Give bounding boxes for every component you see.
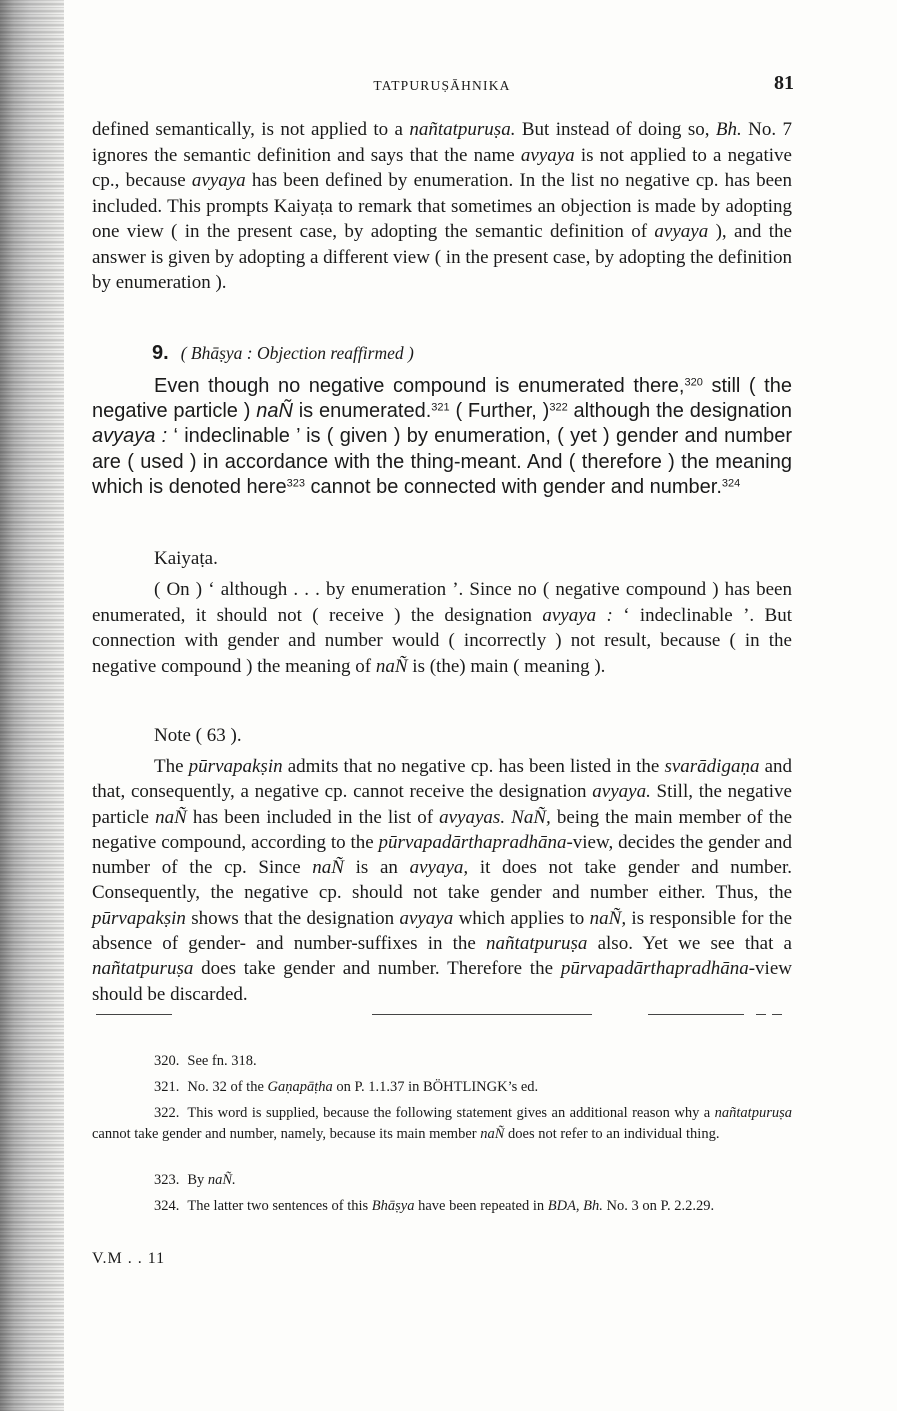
- signature-mark: V.M . . 11: [92, 1250, 166, 1267]
- footnote-323: 323. By naÑ.: [154, 1172, 236, 1188]
- footnote-rule: [756, 1014, 766, 1015]
- paragraph-continuation: defined semantically, is not applied to a nañtatpuruṣa. But instead of doing so, Bh. No. 7 ignores the semantic definition and says that the name avyaya is not applied to a negative cp., because avyaya has been defined by enumeration. In the list no negative cp. has been included. This prompts Kaiyaṭa to remark that sometimes an objection is made by adopting one view ( in the present case, by adopting the semantic definition of avyaya ), and the answer is given by adopting a different view ( in the present case, by adopting the definition by enumeration ).: [92, 119, 792, 293]
- page-number: 81: [774, 72, 794, 94]
- kaiyata-heading: Kaiyaṭa.: [154, 548, 218, 569]
- note-heading: Note ( 63 ).: [154, 725, 242, 746]
- footnote-rule: [648, 1014, 744, 1015]
- book-binding-edge: [0, 0, 64, 1411]
- footnote-rule: [96, 1014, 172, 1015]
- section-title: ( Bhāṣya : Objection reaffirmed ): [180, 343, 414, 363]
- footnote-rule: [372, 1014, 592, 1015]
- bhasya-translation: Even though no negative compound is enumerated there,$^{320}$ still ( the negative particle ) naÑ is enumerated.$^{321}$ ( Further, )$^{322}$ although the designation avyaya : ‘ indeclinable ’ is ( given ) by enumeration, ( yet ) gender and number are ( used ) in accordance with the thing-meant. And ( therefore ) the meaning which is denoted here$^{323}$ cannot be connected with gender and number.$^{324}$: [92, 375, 793, 498]
- page-header: [92, 72, 792, 98]
- kaiyata-paragraph: ( On ) ‘ although . . . by enumeration ’. Since no ( negative compound ) has been enumerated, it should not ( receive ) the designation avyaya : ‘ indeclinable ’. But connection with gender and number would ( incorrectly ) not result, because ( in the negative compound ) the meaning of naÑ is (the) main ( meaning ).: [92, 579, 792, 677]
- footnote-rule: [772, 1014, 782, 1015]
- footnote-322: 322. This word is supplied, because the following statement gives an additional reason why a nañtatpuruṣa cannot take gender and number, namely, because its main member naÑ does not refer to an individual thing.: [92, 1105, 792, 1142]
- footnote-320: 320. See fn. 318.: [154, 1053, 257, 1069]
- note-paragraph: The pūrvapakṣin admits that no negative cp. has been listed in the svarādigaṇa and that, consequently, a negative cp. cannot receive the designation avyaya. Still, the negative particle naÑ has been included in the list of avyayas. NaÑ, being the main member of the negative compound, according to the pūrvapadārthapradhāna-view, decides the gender and number of the cp. Since naÑ is an avyaya, it does not take gender and number. Consequently, the negative cp. should not take gender and number either. Thus, the pūrvapakṣin shows that the designation avyaya which applies to naÑ, is responsible for the absence of gender- and number-suffixes in the nañtatpuruṣa also. Yet we see that a nañtatpuruṣa does take gender and number. Therefore the pūrvapadārthapradhāna-view should be discarded.: [92, 756, 793, 1005]
- section-number: 9.: [152, 342, 169, 364]
- section-heading: [92, 342, 792, 365]
- footnote-321: 321. No. 32 of the Gaṇapāṭha on P. 1.1.37 in BÖHTLINGK’s ed.: [154, 1079, 539, 1095]
- running-title: TATPURUṢĀHNIKA: [373, 78, 511, 93]
- footnote-324: 324. The latter two sentences of this Bhāṣya have been repeated in BDA, Bh. No. 3 on P. 2.2.29.: [154, 1198, 715, 1214]
